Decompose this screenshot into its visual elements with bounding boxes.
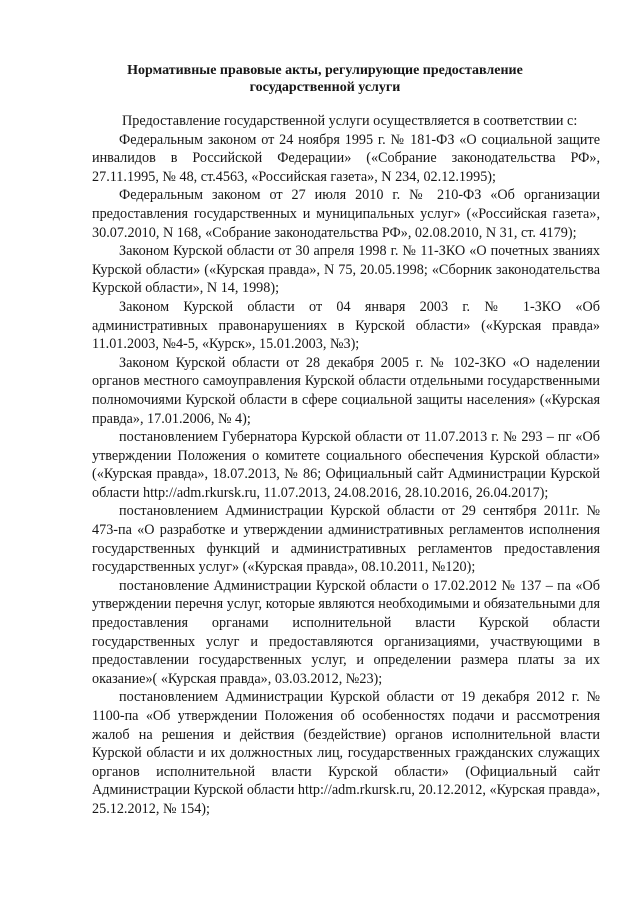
law-paragraph-federal-210: Федеральным законом от 27 июля 2010 г. № 210-ФЗ «Об организации предоставления государственных и муниципальных услуг» («Российская газета», 30.07.2010, N 168, «Собрание законодательства РФ», 02.08.2010, N 31, ст. 4179); <box>92 187 600 241</box>
title-line-1: Нормативные правовые акты, регулирующие предоставление <box>127 63 523 78</box>
intro-paragraph: Предоставление государственной услуги осуществляется в соответствии с: <box>122 113 578 129</box>
decree-paragraph-293: постановлением Губернатора Курской области от 11.07.2013 г. № 293 – пг «Об утверждении Положения о комитете социального обеспечения Курской области» («Курская правда», 18.07.2013, № 86; Официальный сайт Администрации Курской области http://adm.rkursk.ru, 11.07.2013, 24.08.2016, 28.10.2016, 26.04.2017); <box>92 429 600 501</box>
law-paragraph-kursk-1: Законом Курской области от 04 января 2003 г. № 1-ЗКО «Об административных правонарушениях в Курской области» («Курская правда» 11.01.2003, №4-5, «Курск», 15.01.2003, №3); <box>92 298 600 353</box>
decree-paragraph-473: постановлением Администрации Курской области от 29 сентября 2011г. № 473-па «О разработке и утверждении административных регламентов исполнения государственных функций и административных регламентов предоставления государственных услуг» («Курская правда», 08.10.2011, №120); <box>92 503 600 576</box>
title-line-2: государственной услуги <box>249 80 401 95</box>
document-body <box>92 112 600 819</box>
law-paragraph-kursk-11: Законом Курской области от 30 апреля 1998 г. № 11-ЗКО «О почетных званиях Курской области» («Курская правда», N 75, 20.05.1998; «Сборник законодательства Курской области», N 14, 1998); <box>92 243 600 297</box>
law-paragraph-federal-181: Федеральным законом от 24 ноября 1995 г. № 181-ФЗ «О социальной защите инвалидов в Российской Федерации» («Собрание законодательства РФ», 27.11.1995, № 48, ст.4563, «Российская газета», N 234, 02.12.1995); <box>92 131 600 185</box>
document-title <box>60 62 590 96</box>
decree-paragraph-1100: постановлением Администрации Курской области от 19 декабря 2012 г. № 1100-па «Об утверждении Положения об особенностях подачи и рассмотрения жалоб на решения и действия (бездействие) органов исполнительной власти Курской области и их должностных лиц, государственных гражданских служащих органов исполнительной власти Курской области» (Официальный сайт Администрации Курской области http://adm.rkursk.ru, 20.12.2012, «Курская правда», 25.12.2012, № 154); <box>92 689 600 817</box>
decree-paragraph-137: постановление Администрации Курской области о 17.02.2012 № 137 – па «Об утверждении перечня услуг, которые являются необходимыми и обязательными для предоставления органами исполнительной власти Курской области государственных услуг и предоставляются организациями, участвующими в предоставлении государственных услуг, и определении размера платы за их оказание»( «Курская правда», 03.03.2012, №23); <box>92 577 600 687</box>
law-paragraph-kursk-102: Законом Курской области от 28 декабря 2005 г. № 102-ЗКО «О наделении органов местного самоуправления Курской области отдельными государственными полномочиями Курской области в сфере социальной защиты населения» («Курская правда», 17.01.2006, № 4); <box>92 354 600 427</box>
